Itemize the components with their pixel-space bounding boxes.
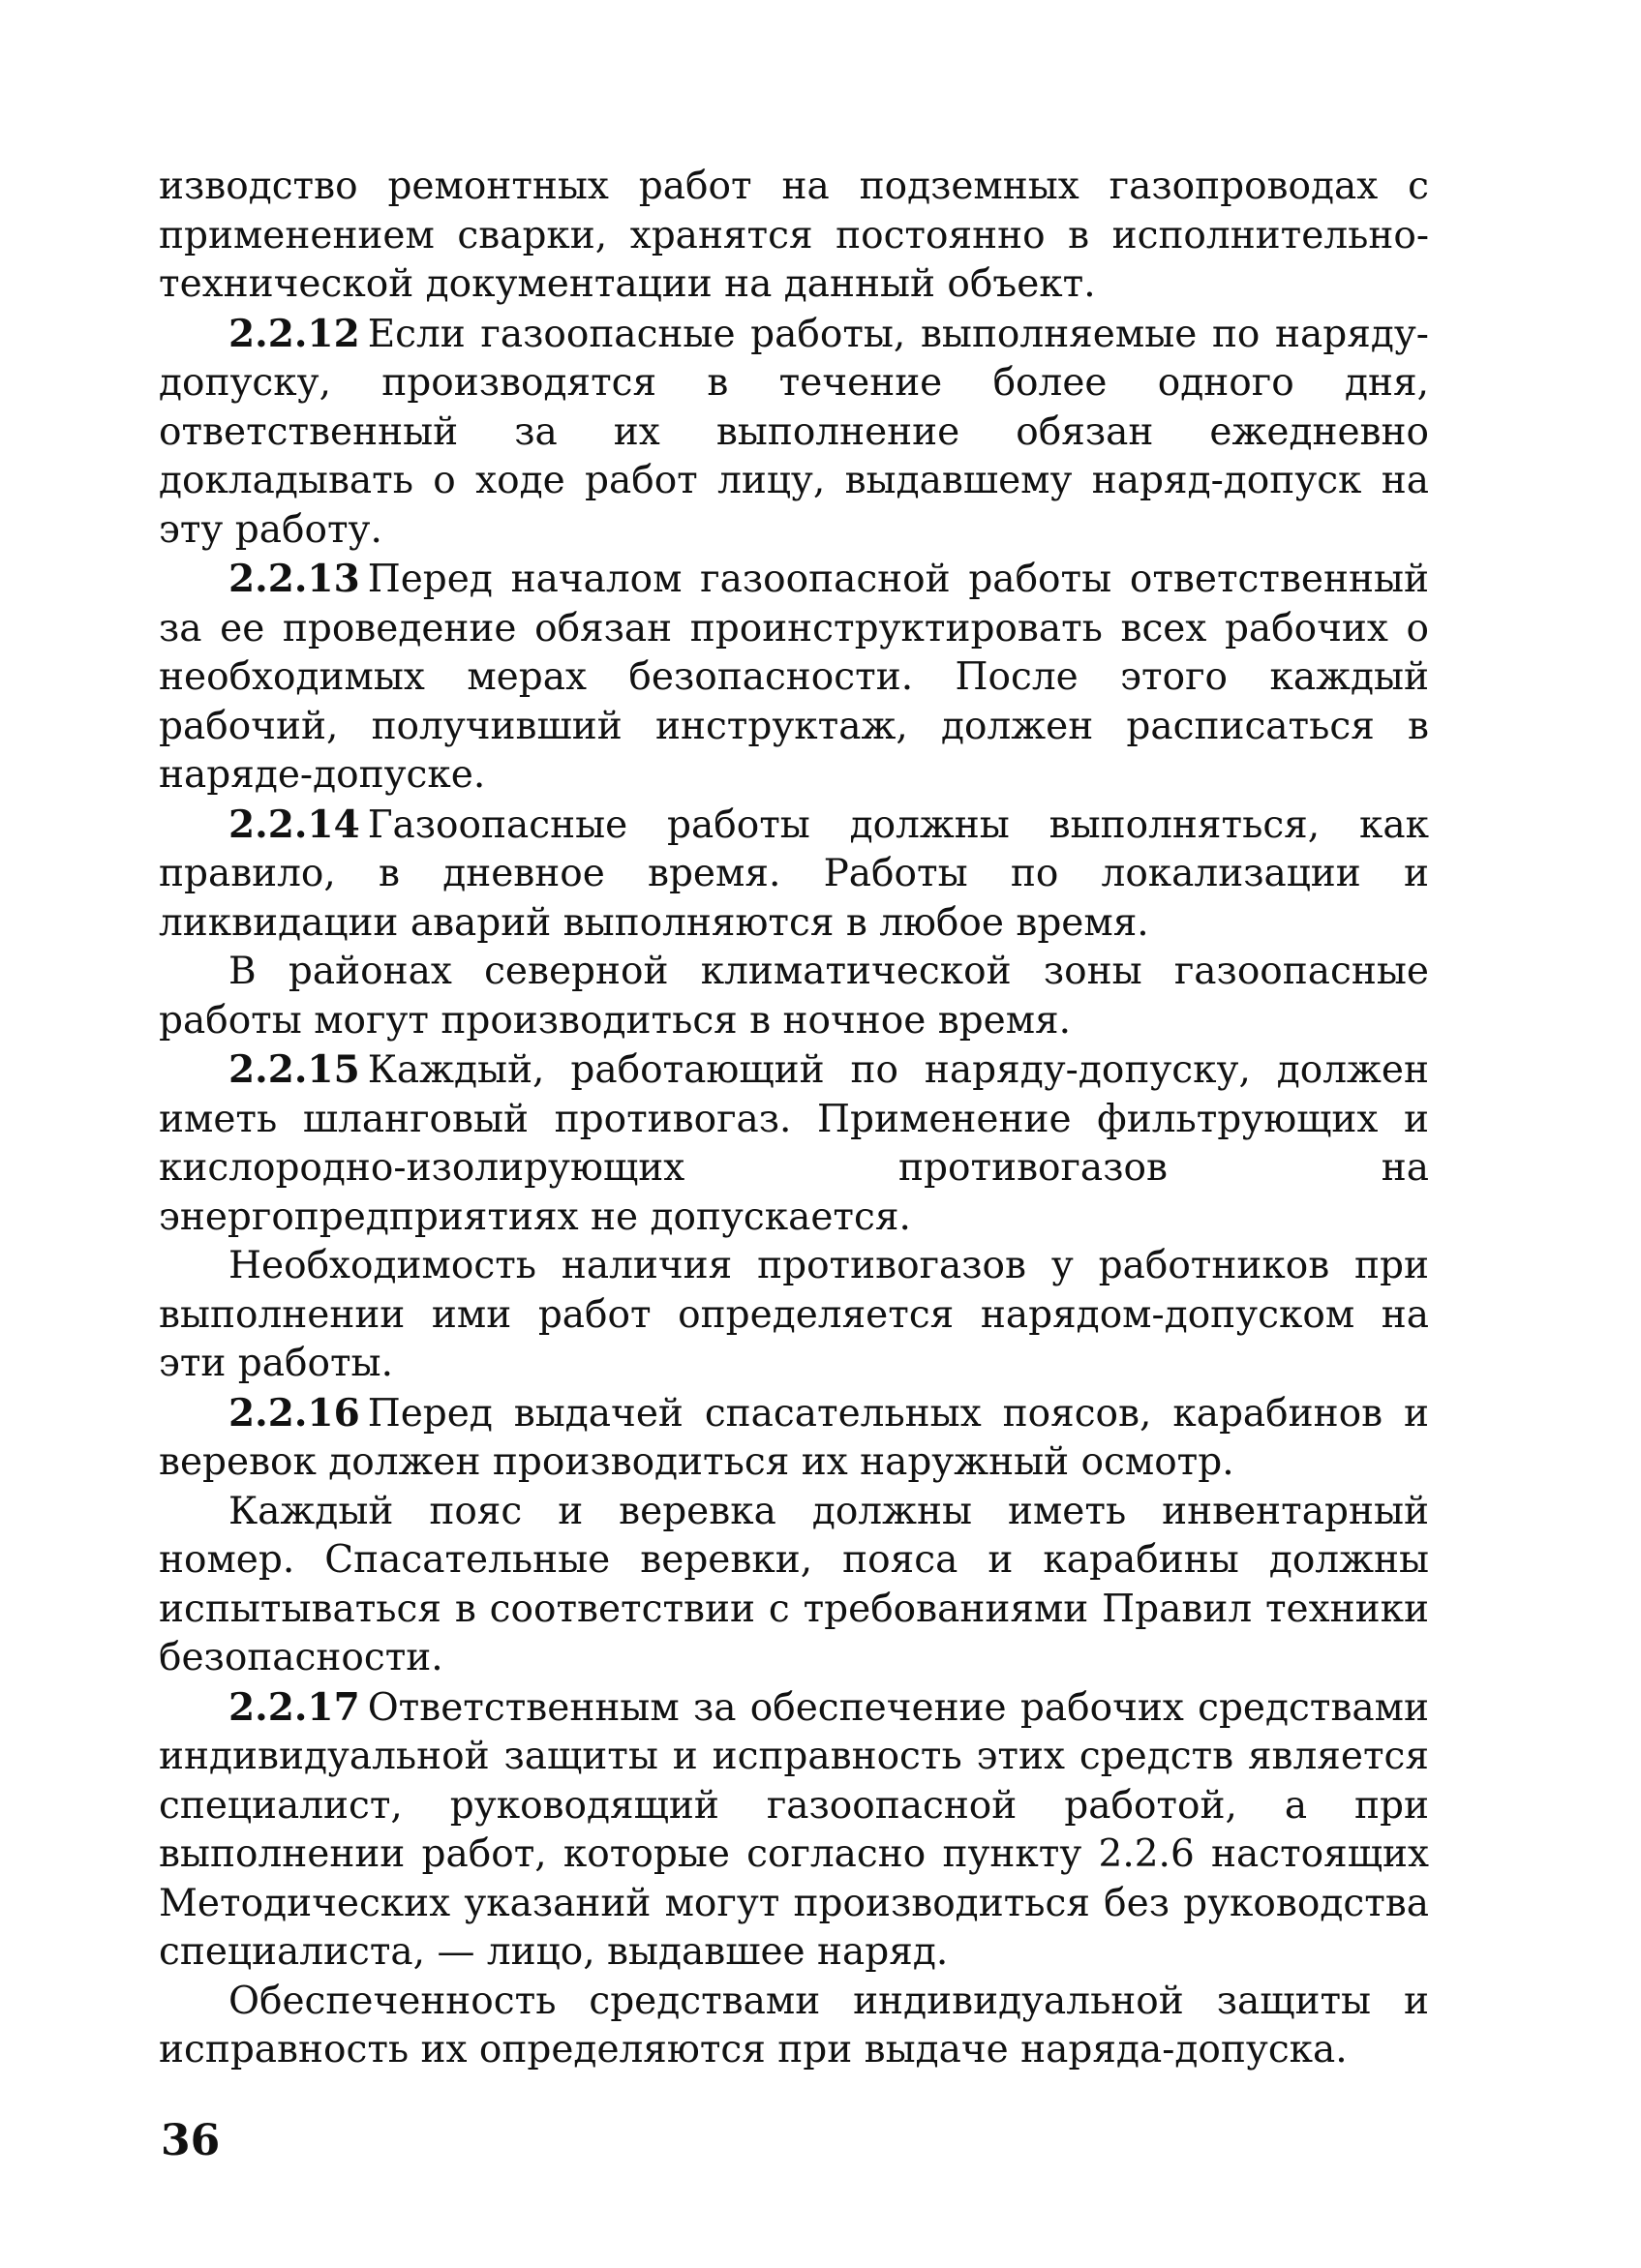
paragraph-text: Каждый, работающий по наряду-допуску, должен иметь шланговый противогаз. Применение фильтрующих и кислородно-изолирующих противогазов на энергопредприятиях не допускается. — [159, 1048, 1429, 1239]
section-number: 2.2.15 — [228, 1047, 360, 1092]
section-number: 2.2.14 — [228, 801, 360, 847]
paragraph-inventory — [159, 1488, 1429, 1683]
section-number: 2.2.13 — [228, 557, 360, 601]
paragraph-continuation — [159, 163, 1429, 310]
paragraph-2-2-14 — [159, 801, 1429, 949]
paragraph-text: Перед началом газоопасной работы ответственный за ее проведение обязан проинструктировать всех рабочих о необходимых мерах безопасности. После этого каждый рабочий, получивший инструктаж, должен расписаться в наряде-допуске. — [159, 558, 1429, 797]
paragraph-northern-zone — [159, 948, 1429, 1045]
paragraph-gas-masks — [159, 1242, 1429, 1389]
paragraph-text: В районах северной климатической зоны газоопасные работы могут производиться в ночное время. — [159, 950, 1429, 1043]
page-number: 36 — [161, 2116, 221, 2165]
paragraph-2-2-17 — [159, 1683, 1429, 1978]
paragraph-text: Каждый пояс и веревка должны иметь инвентарный номер. Спасательные веревки, пояса и карабины должны испытываться в соответствии с требованиями Правил техники безопасности. — [159, 1489, 1429, 1679]
paragraph-provision — [159, 1978, 1429, 2075]
paragraph-2-2-12 — [159, 310, 1429, 556]
paragraph-2-2-16 — [159, 1389, 1429, 1488]
paragraph-text: Если газоопасные работы, выполняемые по наряду-допуску, производятся в течение более одного дня, ответственный за их выполнение обязан ежедневно докладывать о ходе работ лицу, выдавшему наряд-допуск на эту работу. — [159, 312, 1429, 552]
paragraph-text: Обеспеченность средствами индивидуальной защиты и исправность их определяются при выдаче наряда-допуска. — [159, 1979, 1429, 2071]
section-number: 2.2.12 — [228, 311, 360, 356]
paragraph-2-2-13 — [159, 555, 1429, 801]
paragraph-text: Газоопасные работы должны выполняться, как правило, в дневное время. Работы по локализации и ликвидации аварий выполняются в любое время. — [159, 802, 1429, 945]
paragraph-text: Перед выдачей спасательных поясов, карабинов и веревок должен производиться их наружный осмотр. — [159, 1391, 1429, 1484]
document-body — [159, 163, 1429, 2075]
paragraph-2-2-15 — [159, 1045, 1429, 1242]
section-number: 2.2.17 — [228, 1684, 360, 1730]
paragraph-text: изводство ремонтных работ на подземных газопроводах с применением сварки, хранятся постоянно в исполнительно-технической документации на данный объект. — [159, 165, 1429, 306]
paragraph-text: Ответственным за обеспечение рабочих средствами индивидуальной защиты и исправность этих средств является специалист, руководящий газоопасной работой, а при выполнении работ, которые согласно пункту 2.2.6 настоящих Методических указаний могут производиться без руководства специалиста, — лицо, выдавшее наряд. — [159, 1685, 1429, 1974]
section-number: 2.2.16 — [228, 1390, 360, 1436]
paragraph-text: Необходимость наличия противогазов у работников при выполнении ими работ определяется нарядом-допуском на эти работы. — [159, 1244, 1429, 1385]
